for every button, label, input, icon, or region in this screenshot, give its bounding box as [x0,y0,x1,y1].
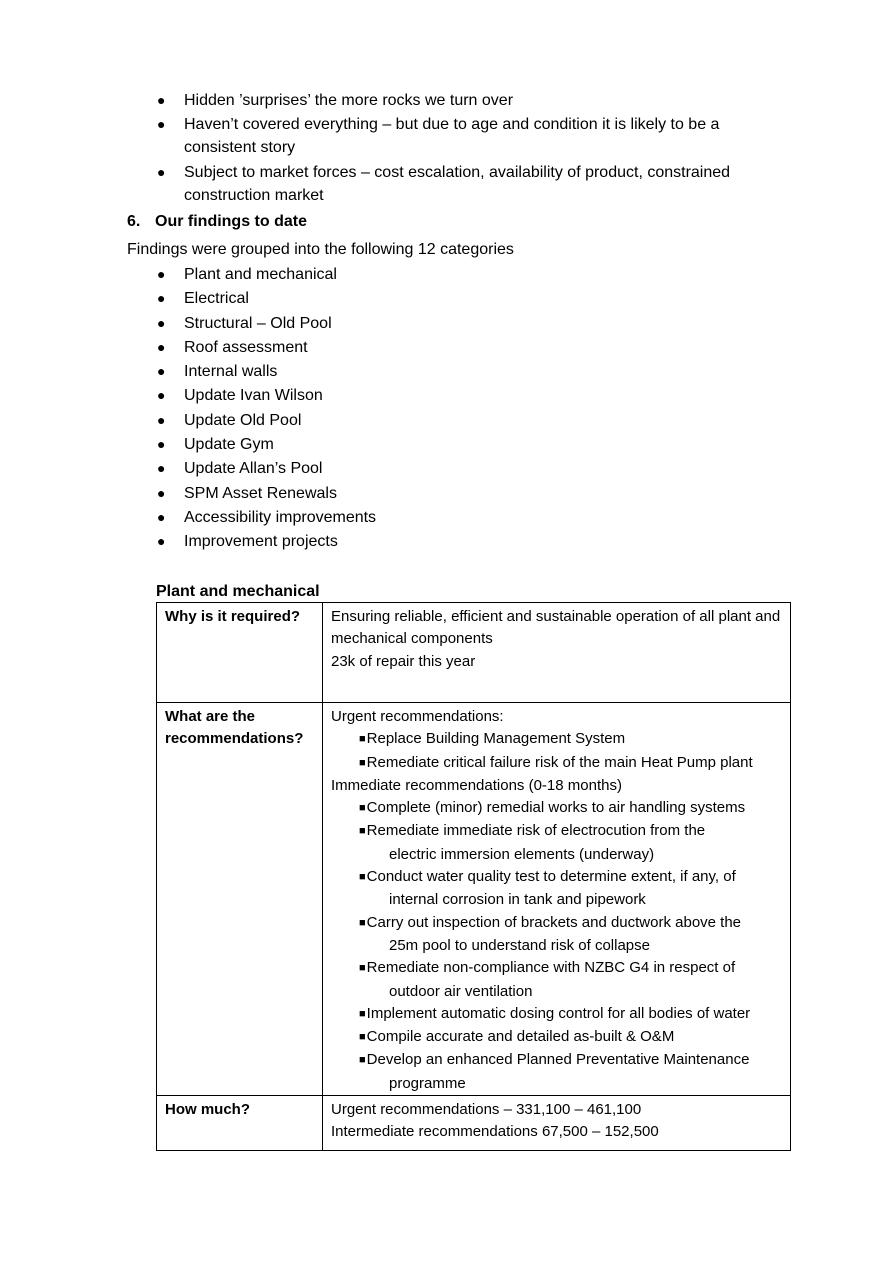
list-item: ■Conduct water quality test to determine extent, if any, of internal corrosion in tank and pipework [359,868,736,909]
bullet-icon: ● [157,484,166,501]
why-content [323,603,791,703]
square-bullet-icon: ■ [359,1007,366,1020]
why-label: Why is it required? [157,603,323,703]
section-heading [127,211,307,233]
bullet-icon: ● [157,116,166,133]
bullet-icon: ● [157,338,166,355]
square-bullet-icon: ■ [359,871,366,884]
category-list [127,263,787,555]
table-row [157,1096,791,1151]
list-item: ● Update Gym [127,433,787,456]
how-much-content [323,1096,791,1151]
section-intro: Findings were grouped into the following 12 categories [127,241,514,258]
bullet-icon: ● [157,460,166,477]
list-item: ■Replace Building Management System [359,730,626,748]
section-number: 6. [127,213,141,230]
list-item: ● Update Ivan Wilson [127,384,787,407]
urgent-heading: Urgent recommendations: [331,708,504,725]
section-title: Our findings to date [155,213,307,230]
bullet-icon: ● [157,387,166,404]
list-item: ● Roof assessment [127,336,787,359]
findings-table [156,602,791,1151]
list-item: ● Structural – Old Pool [127,312,787,335]
table-title: Plant and mechanical [156,583,320,600]
bullet-icon: ● [157,266,166,282]
bullet-icon: ● [157,508,166,525]
list-item: ■Carry out inspection of brackets and ductwork above the 25m pool to understand risk of collapse [359,913,742,954]
bullet-icon: ● [157,92,166,108]
list-item: ■Implement automatic dosing control for all bodies of water [359,1004,751,1022]
list-item: ● Update Old Pool [127,409,787,432]
bullet-icon: ● [157,363,166,380]
list-item: ● Improvement projects [127,530,787,553]
square-bullet-icon: ■ [359,802,366,815]
bullet-icon: ● [157,533,166,550]
list-item: ● SPM Asset Renewals [127,482,787,505]
list-item: ● Plant and mechanical [127,263,787,286]
square-bullet-icon: ■ [359,756,366,769]
recommendations-content [323,703,791,1096]
list-item: ● Hidden ’surprises’ the more rocks we turn over [127,89,787,112]
square-bullet-icon: ■ [359,962,366,975]
immediate-heading: Immediate recommendations (0-18 months) [331,776,622,794]
list-item: ■Develop an enhanced Planned Preventative Maintenance programme [359,1051,750,1092]
bullet-icon: ● [157,411,166,428]
list-item: ● Accessibility improvements [127,506,787,529]
why-line: 23k of repair this year [331,652,476,670]
square-bullet-icon: ■ [359,1031,366,1044]
list-item: ■Complete (minor) remedial works to air handling systems [359,799,746,817]
list-item: ● Subject to market forces – cost escalation, availability of product, constrained construction market [127,161,787,207]
list-item: ■Compile accurate and detailed as-built & O&M [359,1028,675,1046]
square-bullet-icon: ■ [359,733,366,746]
why-line: Ensuring reliable, efficient and sustainable operation of all plant and mechanical components [331,608,781,648]
top-bullet-list [127,89,787,208]
bullet-icon: ● [157,314,166,331]
square-bullet-icon: ■ [359,825,366,838]
list-item: ■Remediate immediate risk of electrocution from the electric immersion elements (underway) [359,822,706,863]
table-row [157,603,791,703]
list-item: ● Update Allan’s Pool [127,457,787,480]
list-item: ■Remediate critical failure risk of the main Heat Pump plant [359,753,753,771]
list-item: ■Remediate non-compliance with NZBC G4 in respect of outdoor air ventilation [359,959,736,1000]
bullet-icon: ● [157,436,166,453]
list-item: ● Haven’t covered everything – but due to age and condition it is likely to be a consistent story [127,113,787,159]
cost-line: Urgent recommendations – 331,100 – 461,100 [331,1101,642,1119]
how-much-label: How much? [157,1096,323,1151]
list-item: ● Internal walls [127,360,787,383]
cost-line: Intermediate recommendations 67,500 – 152,500 [331,1123,659,1141]
table-row [157,703,791,1096]
recommendations-label: What are the recommendations? [157,703,323,1096]
bullet-icon: ● [157,290,166,307]
square-bullet-icon: ■ [359,1054,366,1067]
square-bullet-icon: ■ [359,916,366,929]
list-item: ● Electrical [127,287,787,310]
bullet-icon: ● [157,163,166,180]
